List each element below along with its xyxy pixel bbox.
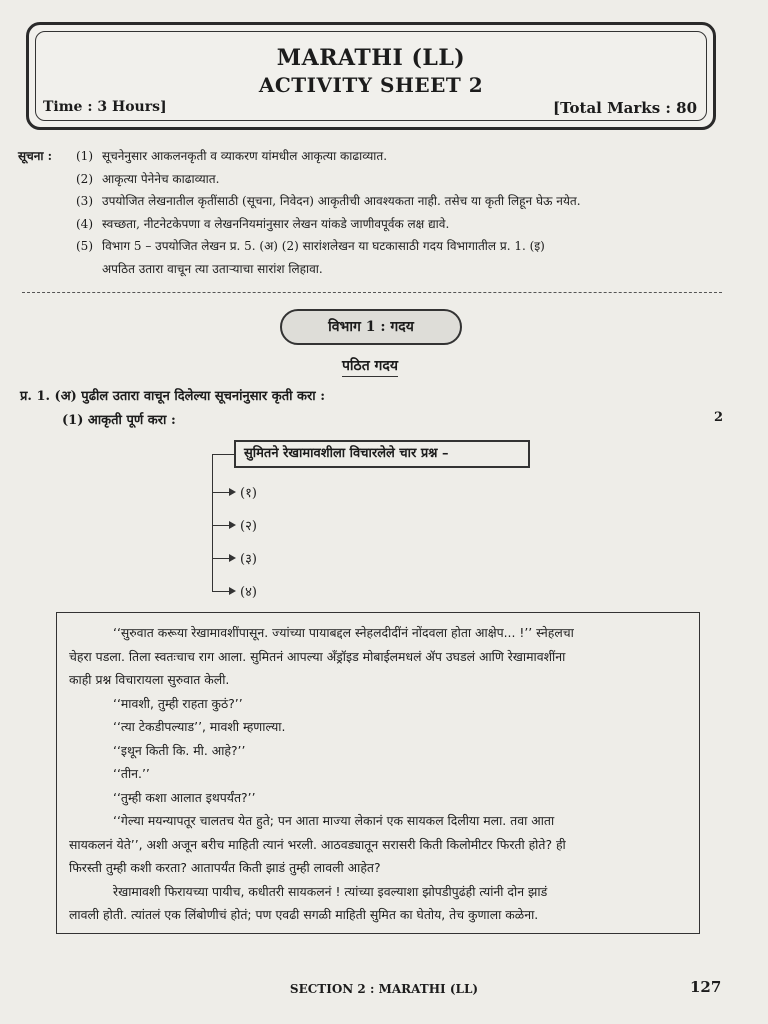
question-sub: (1) आकृती पूर्ण करा :	[62, 413, 176, 428]
tree-branch-label: (१)	[240, 486, 257, 501]
section-label: विभाग 1 : गदय	[280, 309, 462, 345]
passage-line: ‘‘इथून किती कि. मी. आहे?’’	[113, 742, 246, 758]
subheading-text: पठित गदय	[342, 358, 398, 377]
tree-branch-label: (३)	[240, 552, 257, 567]
instruction-number: (4)	[76, 216, 93, 231]
passage-line: लावली होती. त्यांतलं एक लिंबोणीचं होतं; पण एवढी सगळी माहिती सुमित का घेतोय, तेच कुणाला कळेना.	[69, 907, 539, 922]
passage-line: चेहरा पडला. तिला स्वतःचाच राग आला. सुमितनं आपल्या ॲंड्रॉइड मोबाईलमधलं ॲप उघडलं आणि रेखामावशींना	[69, 648, 566, 664]
question-marks: 2	[714, 410, 724, 425]
sheet-subtitle: ACTIVITY SHEET 2	[258, 73, 484, 97]
total-marks-label: [Total Marks : 80	[552, 99, 697, 117]
tree-connector	[212, 454, 234, 455]
passage-line: ‘‘त्या टेकडीपल्याड’’, मावशी म्हणाल्या.	[113, 719, 286, 734]
section-subheading	[0, 356, 740, 375]
tree-trunk	[212, 454, 213, 592]
instruction-number: (1)	[76, 149, 93, 163]
header-box	[26, 22, 716, 130]
tree-title-box: सुमितने रेखामावशीला विचारलेले चार प्रश्न –	[234, 440, 530, 468]
tree-branch-label: (४)	[240, 585, 257, 600]
instruction-number: (2)	[76, 171, 93, 186]
instruction-item	[18, 235, 718, 258]
time-label: Time : 3 Hours]	[43, 99, 167, 115]
instruction-item	[18, 168, 718, 191]
instruction-text: उपयोजित लेखनातील कृतींसाठी (सूचना, निवेदन) आकृतीची आवश्यकता नाही. तसेच या कृती लिहून घेऊ नयेत.	[102, 194, 581, 208]
footer-section: SECTION 2 : MARATHI (LL)	[289, 982, 479, 996]
passage-line: रेखामावशी फिरायच्या पायीच, कधीतरी सायकलनं ! त्यांच्या इवल्याशा झोपडीपुढंही त्यांनी दोन झाडं	[113, 883, 548, 899]
instruction-item	[18, 145, 718, 168]
instruction-continuation: अपठित उतारा वाचून त्या उताऱ्याचा सारांश लिहावा.	[102, 261, 323, 276]
sheet-title: MARATHI (LL)	[276, 45, 466, 71]
instruction-item	[18, 190, 718, 213]
instruction-text: आकृत्या पेनेनेच काढाव्यात.	[102, 171, 220, 186]
instructions-lead: सूचना :	[18, 149, 53, 163]
question-main: प्र. 1. (अ) पुढील उतारा वाचून दिलेल्या सूचनांनुसार कृती करा :	[20, 389, 325, 404]
tree-branch-arrow	[212, 525, 234, 526]
dashed-divider	[22, 292, 722, 293]
passage-line: काही प्रश्न विचारायला सुरुवात केली.	[69, 672, 230, 687]
instruction-text: विभाग 5 – उपयोजित लेखन प्र. 5. (अ) (2) सारांशलेखन या घटकासाठी गदय विभागातील प्र. 1. (इ)	[102, 239, 545, 253]
tree-branch-label: (२)	[240, 519, 257, 534]
page-number: 127	[690, 978, 722, 996]
tree-branch-arrow	[212, 492, 234, 493]
instruction-number: (5)	[76, 239, 93, 253]
instruction-item	[18, 213, 718, 236]
passage-line: ‘‘तीन.’’	[113, 766, 150, 781]
passage-line: ‘‘तुम्ही कशा आलात इथपर्यंत?’’	[113, 789, 256, 805]
instruction-number: (3)	[76, 194, 93, 208]
passage-box	[56, 612, 700, 934]
passage-line: ‘‘मावशी, तुम्ही राहता कुठं?’’	[113, 695, 243, 711]
passage-line: सायकलनं येते’’, अशी अजून बरीच माहिती त्यानं भरली. आठवड्यातून सरासरी किती किलोमीटर फिरती होते? ही	[69, 836, 566, 852]
instruction-text: सूचनेनुसार आकलनकृती व व्याकरण यांमधील आकृत्या काढाव्यात.	[102, 149, 388, 163]
instruction-text: स्वच्छता, नीटनेटकेपणा व लेखननियमांनुसार लेखन यांकडे जाणीवपूर्वक लक्ष द्यावे.	[102, 216, 450, 231]
passage-line: फिरस्ती तुम्ही कशी करता? आतापर्यंत किती झाडं तुम्ही लावली आहेत?	[69, 860, 381, 875]
tree-branch-arrow	[212, 558, 234, 559]
instructions	[18, 145, 718, 280]
tree-branch-arrow	[212, 591, 234, 592]
passage-line: ‘‘सुरुवात करूया रेखामावशींपासून. ज्यांच्या पायाबद्दल स्नेहलदीदींनं नोंदवला होता आक्षेप... !’’ स्नेहलचा	[113, 625, 574, 640]
passage-line: ‘‘गेल्या मयन्यापतूर चालतच येत हुते; पन आता माज्या लेकानं एक सायकल दिलीया मला. तवा आता	[113, 813, 555, 828]
